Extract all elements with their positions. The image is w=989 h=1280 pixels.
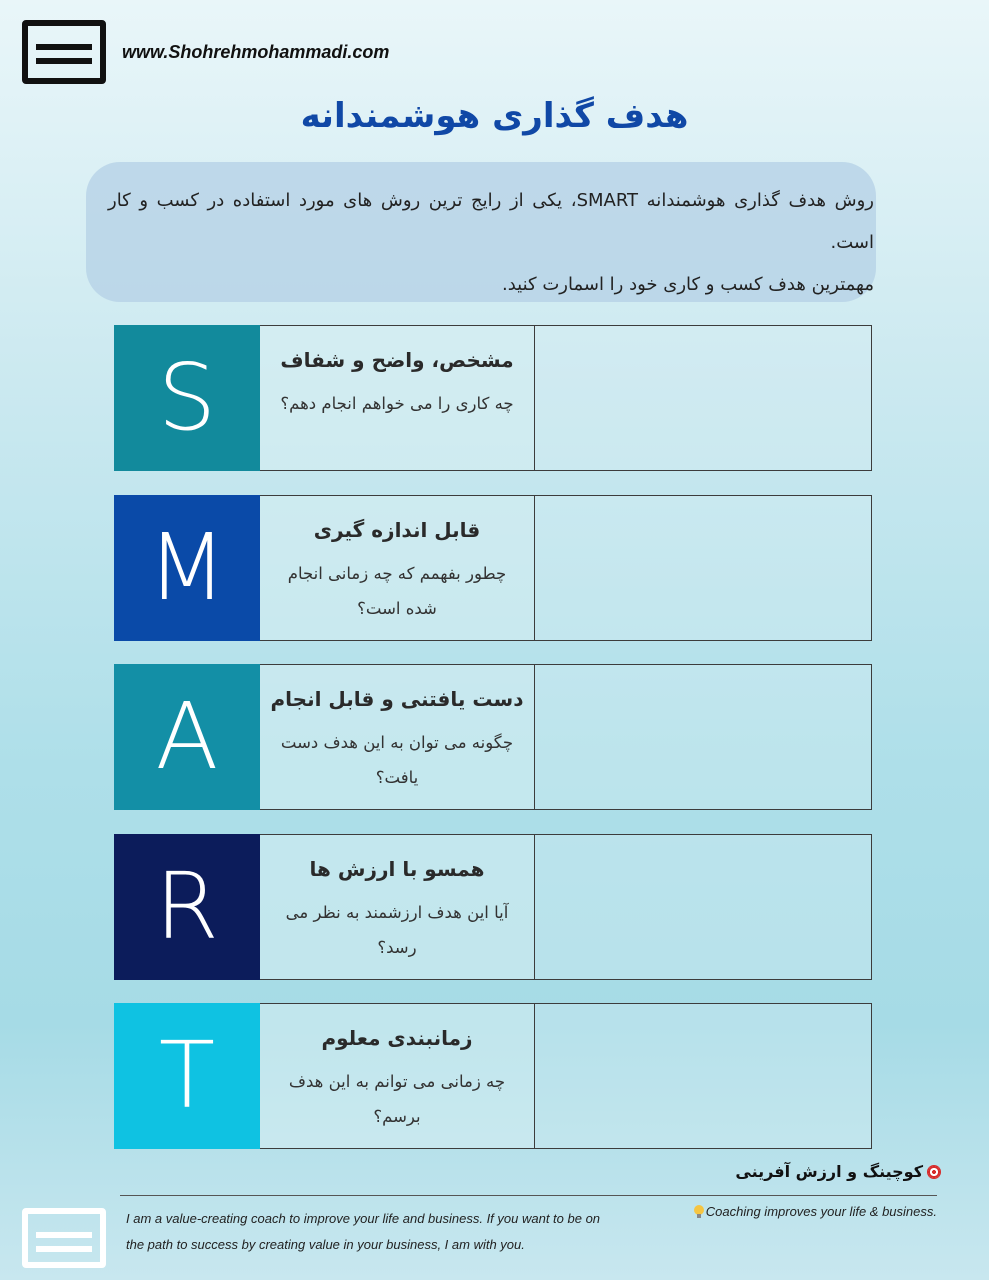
criterion-question: آیا این هدف ارزشمند به نظر می رسد؟: [285, 903, 509, 957]
letter-tile-r: R: [114, 834, 260, 980]
answer-cell-r: [535, 834, 872, 980]
letter-tile-a: A: [114, 664, 260, 810]
criterion-cell-t: [260, 1003, 535, 1149]
page-title: هدف گذاری هوشمندانه: [300, 96, 689, 136]
brand-logo: [22, 20, 106, 84]
footer-label-text: کوچینگ و ارزش آفرینی: [735, 1162, 923, 1181]
smart-row-t: [114, 1003, 872, 1149]
intro-line-2: مهمترین هدف کسب و کاری خود را اسمارت کنید.: [502, 274, 874, 295]
criterion-cell-m: [260, 495, 535, 641]
footer-para-line-1: I am a value-creating coach to improve your life and business. If you want to be on: [126, 1211, 601, 1226]
answer-cell-s: [535, 325, 872, 471]
letter-tile-m: M: [114, 495, 260, 641]
lightbulb-icon: [694, 1205, 704, 1218]
website-url[interactable]: www.Shohrehmohammadi.com: [122, 42, 390, 62]
footer-divider: [120, 1195, 937, 1196]
answer-cell-a: [535, 664, 872, 810]
criterion-question: چه کاری را می خواهم انجام دهم؟: [280, 394, 514, 413]
criterion-question: چطور بفهمم که چه زمانی انجام شده است؟: [287, 564, 507, 618]
letter-tile-s: S: [114, 325, 260, 471]
criterion-cell-a: [260, 664, 535, 810]
criterion-question: چه زمانی می توانم به این هدف برسم؟: [288, 1072, 506, 1126]
smart-row-m: [114, 495, 872, 641]
footer-para-line-2: the path to success by creating value in your business, I am with you.: [126, 1237, 525, 1252]
criterion-cell-s: [260, 325, 535, 471]
criterion-heading: قابل اندازه گیری: [313, 518, 481, 542]
criterion-heading: همسو با ارزش ها: [309, 857, 485, 881]
intro-line-1: روش هدف گذاری هوشمندانه SMART، یکی از رایج ترین روش های مورد استفاده در کسب و کار است.: [108, 190, 874, 253]
criterion-cell-r: [260, 834, 535, 980]
criterion-heading: دست یافتنی و قابل انجام: [270, 687, 524, 711]
coaching-text: Coaching improves your life & business.: [705, 1204, 937, 1219]
footer-label: [735, 1162, 941, 1181]
intro-text: [108, 180, 874, 306]
criterion-heading: زمانبندی معلوم: [321, 1026, 473, 1050]
coaching-tagline: [694, 1204, 937, 1219]
target-icon: [927, 1165, 941, 1179]
smart-row-s: [114, 325, 872, 471]
smart-row-r: [114, 834, 872, 980]
brand-logo-footer: [22, 1208, 106, 1268]
answer-cell-t: [535, 1003, 872, 1149]
letter-tile-t: T: [114, 1003, 260, 1149]
criterion-heading: مشخص، واضح و شفاف: [280, 348, 514, 372]
answer-cell-m: [535, 495, 872, 641]
footer-paragraph: [126, 1206, 646, 1258]
smart-row-a: [114, 664, 872, 810]
criterion-question: چگونه می توان به این هدف دست یافت؟: [280, 733, 514, 787]
